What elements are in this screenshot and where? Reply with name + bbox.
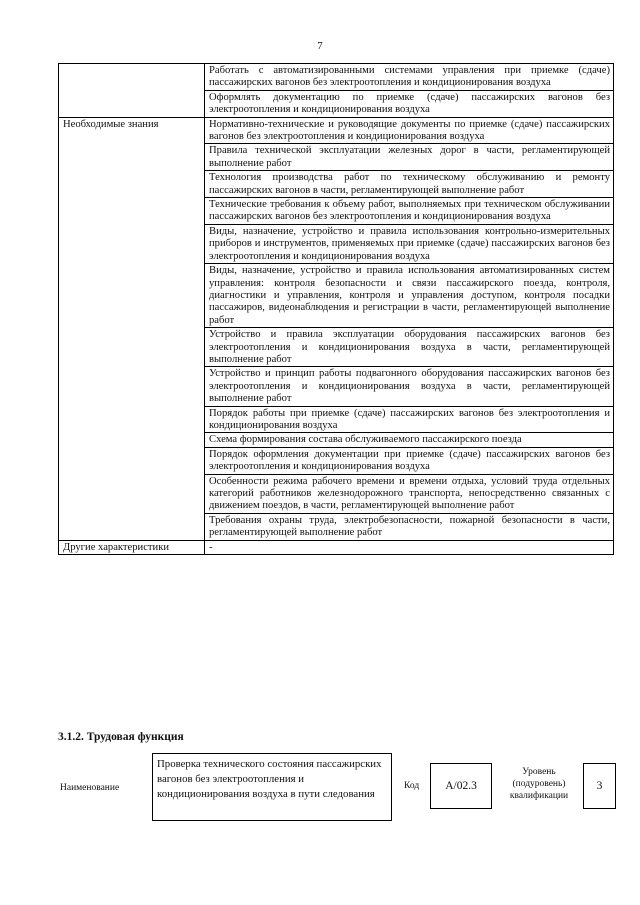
table-row	[59, 117, 614, 144]
row-label	[59, 64, 205, 118]
row-text: Работать с автоматизированными системами управления при приемке (сдаче) пассажирских вагонов без электроотопления и кондиционирования воздуха	[205, 64, 614, 91]
row-label: Другие характеристики	[59, 540, 205, 554]
row-text: Устройство и принцип работы подвагонного оборудования пассажирских вагонов без электроотопления и кондиционирования воздуха в части, регламентирующей выполнение работ	[205, 367, 614, 406]
row-text: Схема формирования состава обслуживаемого пассажирского поезда	[205, 433, 614, 447]
row-text: Нормативно-технические и руководящие документы по приемке (сдаче) пассажирских вагонов без электроотопления и кондиционирования воздуха	[205, 117, 614, 144]
row-text: Технические требования к объему работ, выполняемых при техническом обслуживании пассажирских вагонов без электроотопления и кондиционирования воздуха	[205, 198, 614, 225]
row-text: Оформлять документацию по приемке (сдаче) пассажирских вагонов без электроотопления и кондиционирования воздуха	[205, 90, 614, 117]
row-text: Порядок работы при приемке (сдаче) пассажирских вагонов без электроотопления и кондиционирования воздуха	[205, 406, 614, 433]
row-text: Виды, назначение, устройство и правила использования контрольно-измерительных приборов и инструментов, применяемых при приемке (сдаче) пассажирских вагонов без электроотопления и кондиционирования воздуха	[205, 224, 614, 263]
level-label: Уровень (подуровень) квалификации	[509, 767, 569, 801]
name-label: Наименование	[60, 783, 120, 793]
row-text: Правила технической эксплуатации железных дорог в части, регламентирующей выполнение работ	[205, 144, 614, 171]
table-row	[59, 64, 614, 91]
code-label: Код	[404, 781, 420, 791]
page-number: 7	[317, 40, 323, 52]
knowledge-table	[58, 63, 614, 555]
code-value-box: A/02.3	[430, 763, 492, 809]
table-row	[59, 540, 614, 554]
row-text: Виды, назначение, устройство и правила использования автоматизированных систем управления: контроля безопасности и связи пассажирского поезда, контроля, диагностики и управления, контроля и управления доступом, контроля посадки пассажиров, видеонаблюдения и регистрации в части, регламентирующей выполнение работ	[205, 264, 614, 328]
section-title: 3.1.2. Трудовая функция	[58, 731, 184, 743]
row-text: Требования охраны труда, электробезопасности, пожарной безопасности в части, регламентирующей выполнение работ	[205, 513, 614, 540]
level-value-box: 3	[583, 763, 616, 809]
row-text: Особенности режима рабочего времени и времени отдыха, условий труда отдельных категорий работников железнодорожного транспорта, непосредственно связанных с движением поездов, в части, регламентирующей выполнение работ	[205, 474, 614, 513]
row-text: -	[205, 540, 614, 554]
row-label: Необходимые знания	[59, 117, 205, 540]
row-text: Устройство и правила эксплуатации оборудования пассажирских вагонов без электроотопления и кондиционирования воздуха в части, регламентирующей выполнение работ	[205, 328, 614, 367]
function-name-box: Проверка технического состояния пассажирских вагонов без электроотопления и кондиционирования воздуха в пути следования	[152, 753, 392, 821]
row-text: Технология производства работ по техническому обслуживанию и ремонту пассажирских вагонов в части, регламентирующей выполнение работ	[205, 171, 614, 198]
row-text: Порядок оформления документации при приемке (сдаче) пассажирских вагонов без электроотопления и кондиционирования воздуха	[205, 447, 614, 474]
